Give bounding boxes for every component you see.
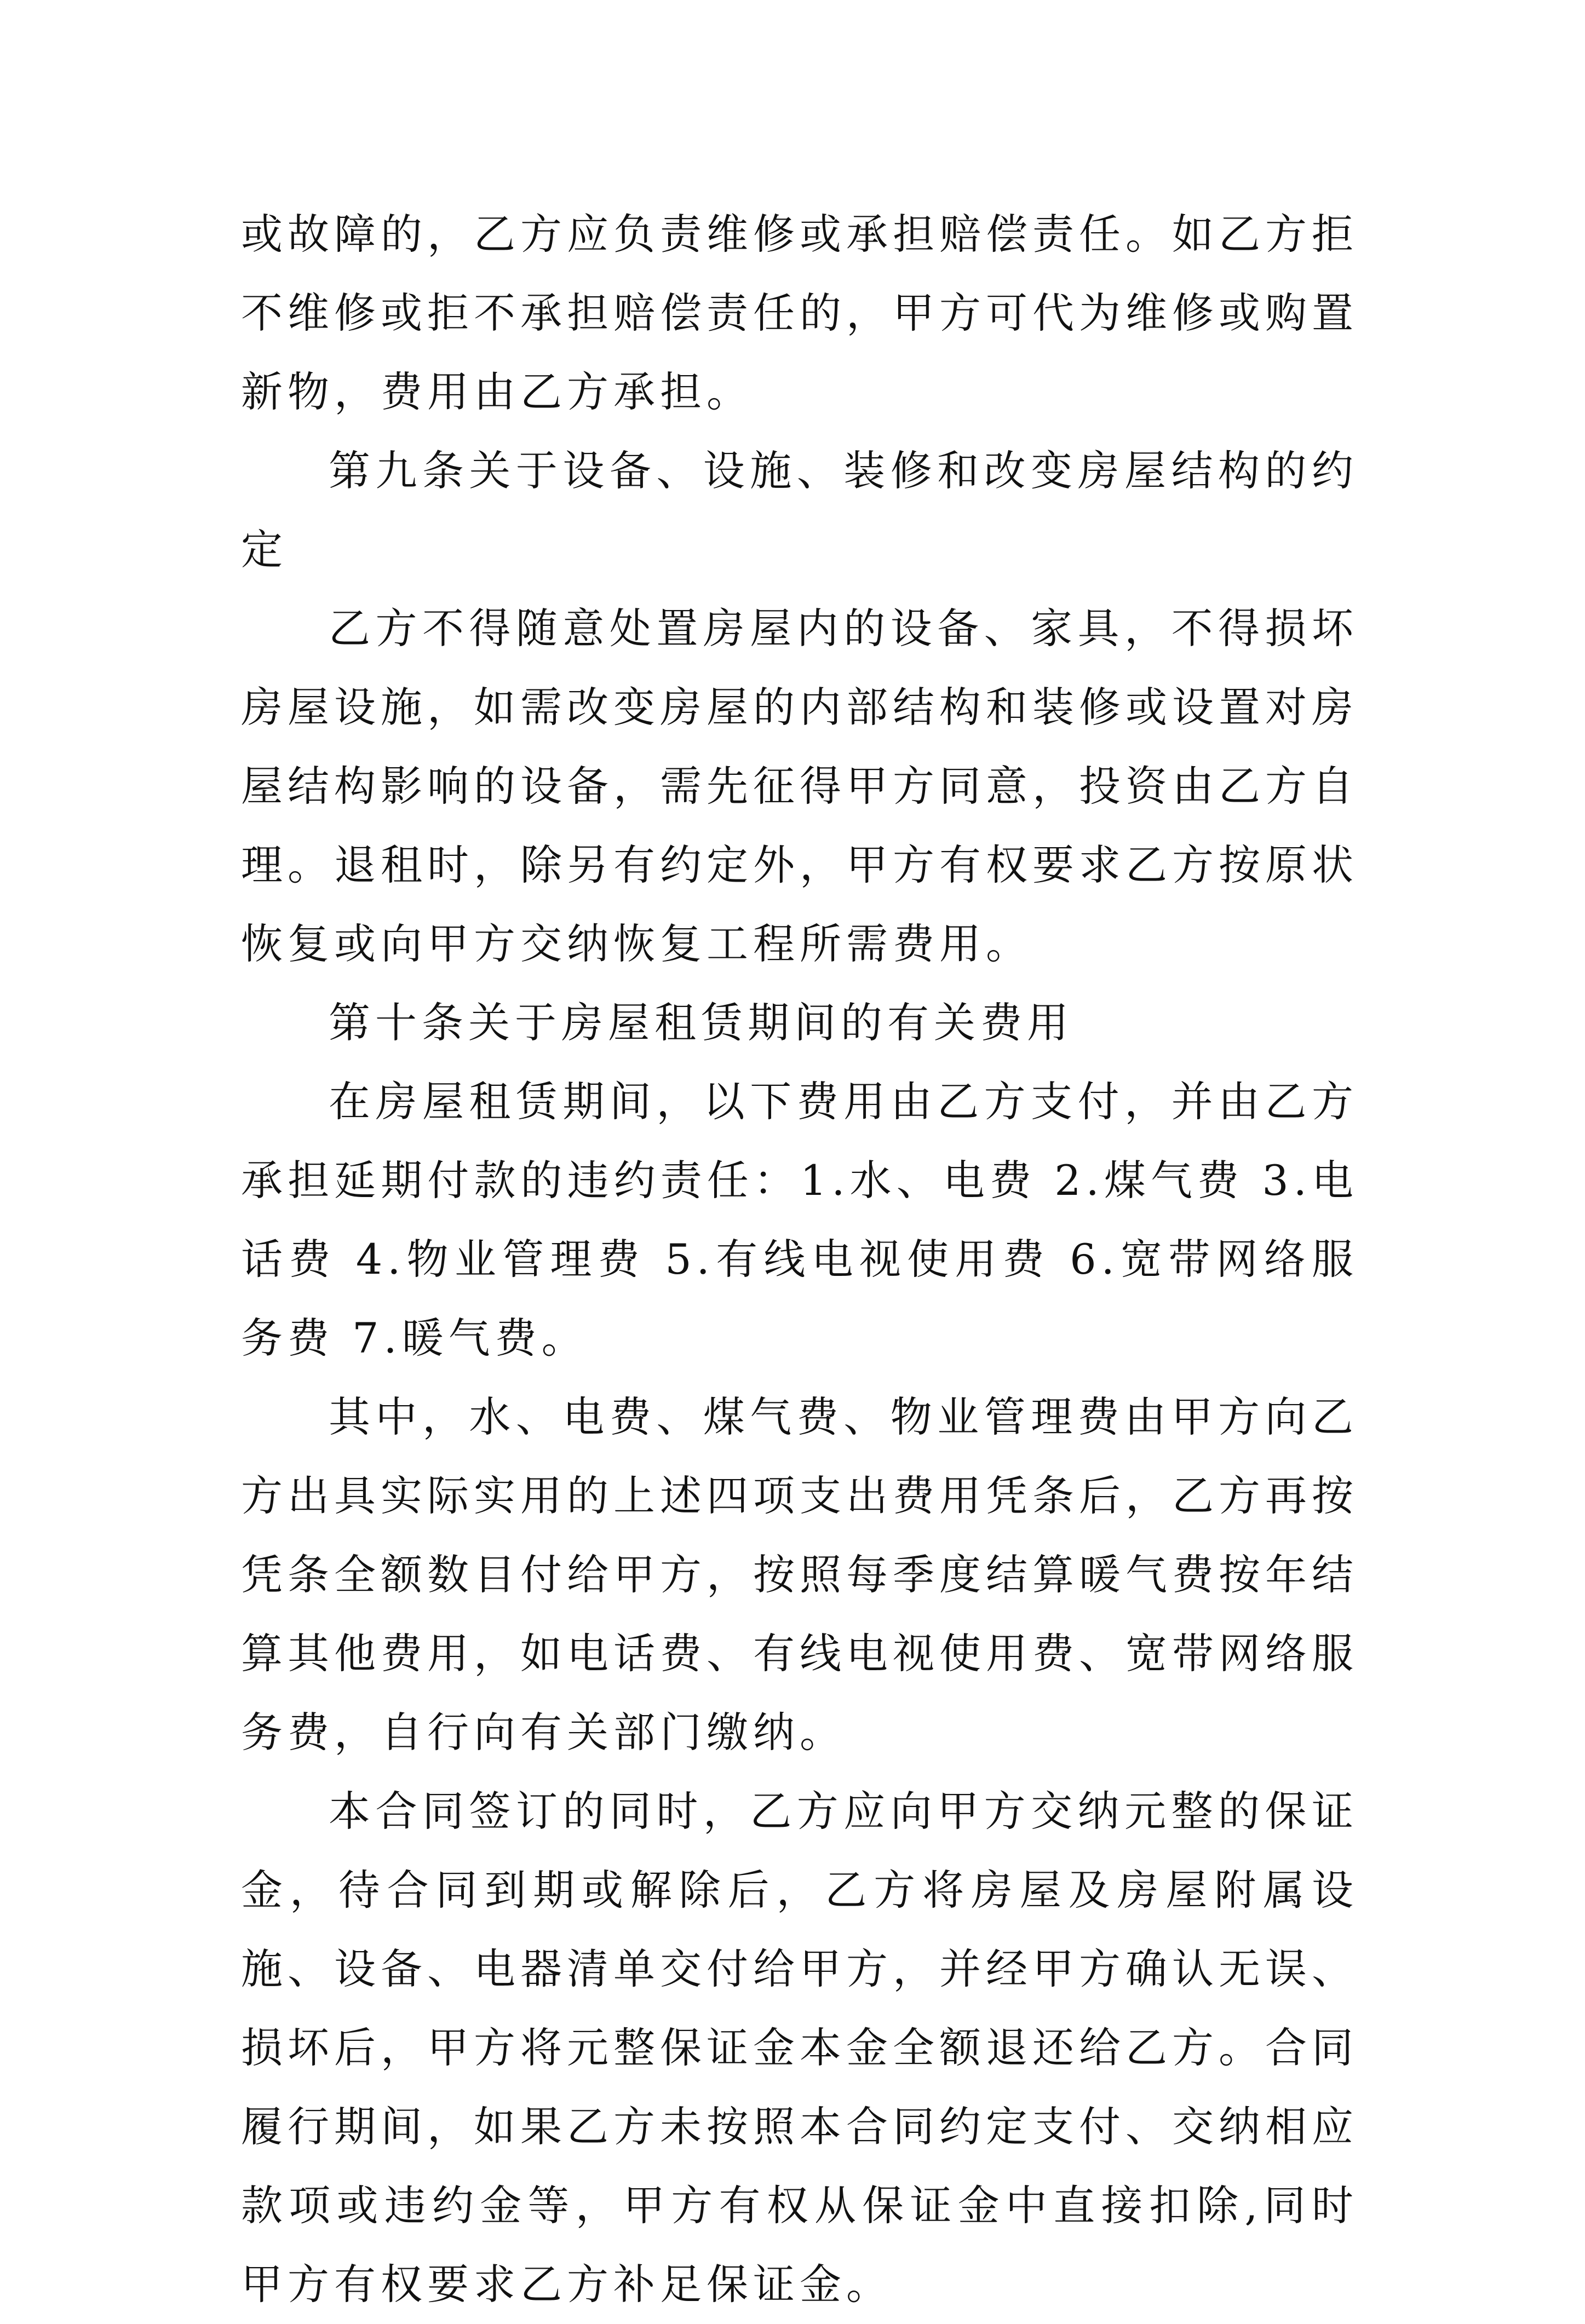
article-10-heading: 第十条关于房屋租赁期间的有关费用	[329, 998, 1073, 1047]
paragraph-fee-payment: 其中，水、电费、煤气费、物业管理费由甲方向乙方出具实际实用的上述四项支出费用凭条后，乙方再按凭条全额数目付给甲方，按照每季度结算暖气费按年结算其他费用，如电话费、有线电视使用费、宽带网络服务费，自行向有关部门缴纳。	[241, 1393, 1358, 1757]
paragraph-rental-fees: 在房屋租赁期间，以下费用由乙方支付，并由乙方承担延期付款的违约责任：1.水、电费 2.煤气费 3.电话费 4.物业管理费 5.有线电视使用费 6.宽带网络服务费 7.暖气费。	[241, 1077, 1358, 1362]
paragraph-equipment-facilities: 乙方不得随意处置房屋内的设备、家具，不得损坏房屋设施，如需改变房屋的内部结构和装修或设置对房屋结构影响的设备，需先征得甲方同意，投资由乙方自理。退租时，除另有约定外，甲方有权要求乙方按原状恢复或向甲方交纳恢复工程所需费用。	[241, 604, 1358, 968]
article-9-heading: 第九条关于设备、设施、装修和改变房屋结构的约定	[241, 446, 1358, 574]
paragraph-repair-liability: 或故障的，乙方应负责维修或承担赔偿责任。如乙方拒不维修或拒不承担赔偿责任的，甲方可代为维修或购置新物，费用由乙方承担。	[241, 210, 1358, 416]
document-body	[241, 195, 1358, 2324]
paragraph-deposit: 本合同签订的同时，乙方应向甲方交纳元整的保证金，待合同到期或解除后，乙方将房屋及房屋附属设施、设备、电器清单交付给甲方，并经甲方确认无误、损坏后，甲方将元整保证金本金全额退还给乙方。合同履行期间，如果乙方未按照本合同约定支付、交纳相应款项或违约金等，甲方有权从保证金中直接扣除,同时甲方有权要求乙方补足保证金。	[241, 1787, 1358, 2309]
